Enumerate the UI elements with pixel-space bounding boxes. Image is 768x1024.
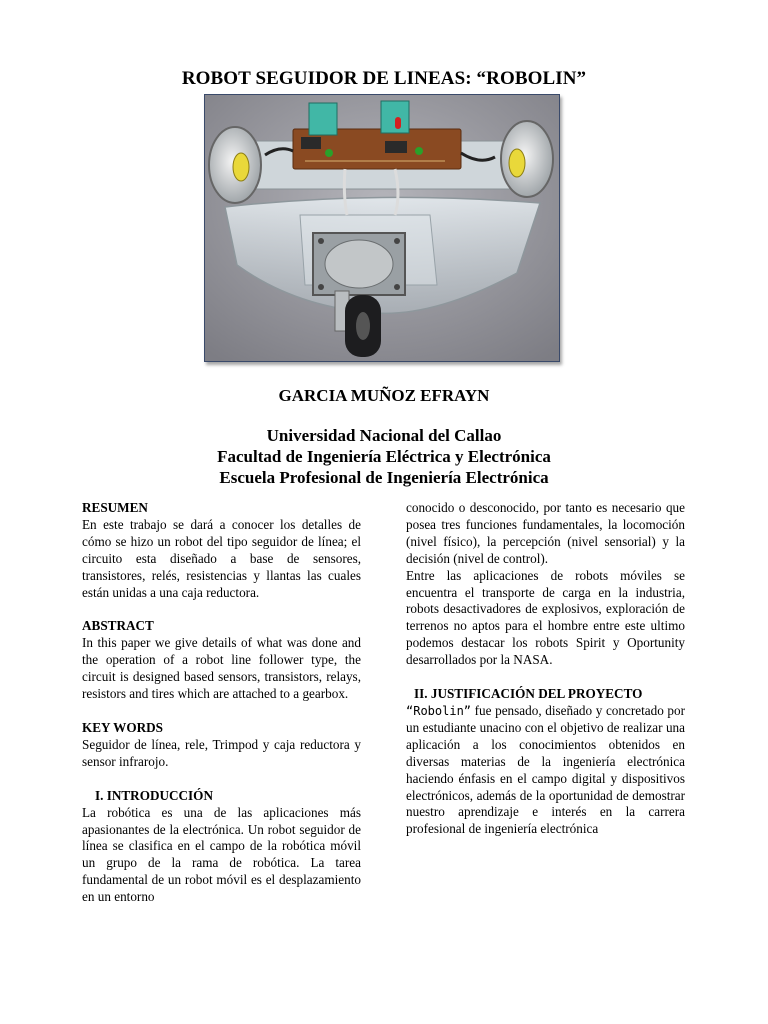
- justification-text: [406, 703, 685, 838]
- abstract-text: In this paper we give details of what was done and the operation of a robot line follower type, the circuit is designed based sensors, transistors, relays, resistors and tires which are attached to a gearbox.: [82, 635, 361, 702]
- resumen-heading: RESUMEN: [82, 500, 148, 515]
- introduction-text: La robótica es una de las aplicaciones más apasionantes de la electrónica. Un robot seguidor de línea se clasifica en el campo de la robótica móvil un grupo de la rama de robótica. La tarea fundamental de un robot móvil es el desplazamiento en un entorno: [82, 804, 361, 905]
- affiliation: [0, 425, 768, 488]
- robot-photo: [204, 94, 560, 362]
- abstract-heading: ABSTRACT: [82, 618, 154, 634]
- keywords-text: Seguidor de línea, rele, Trimpod y caja reductora y sensor infrarojo.: [82, 736, 361, 769]
- right-column: [406, 500, 685, 838]
- left-column: [82, 500, 361, 906]
- resumen-text: En este trabajo se dará a conocer los detalles de cómo se hizo un robot del tipo seguidor de línea; el circuito esta diseñado a base de sensores, transistores, relés, resistencias y llantas las cuales están unidas a una caja reductora.: [82, 516, 361, 600]
- affiliation-faculty: Facultad de Ingeniería Eléctrica y Electrónica: [217, 447, 551, 466]
- affiliation-school: Escuela Profesional de Ingeniería Electrónica: [219, 468, 549, 487]
- applications-text: Entre las aplicaciones de robots móviles se encuentra el transporte de carga en la industria, robots desactivadores de explosivos, exploración de terrenos no aptos para el hombre entre este ultimo podemos destacar los robots Spirit y Oportunity desarrollados por la NASA.: [406, 567, 685, 668]
- introduction-heading: I. INTRODUCCIÓN: [95, 787, 213, 803]
- robolin-name: “Robolin”: [406, 703, 472, 718]
- keywords-heading: KEY WORDS: [82, 719, 163, 735]
- paper-title: ROBOT SEGUIDOR DE LINEAS: “ROBOLIN”: [181, 68, 587, 89]
- author-name: GARCIA MUÑOZ EFRAYN: [278, 386, 490, 405]
- justification-heading: II. JUSTIFICACIÓN DEL PROYECTO: [414, 686, 643, 702]
- affiliation-university: Universidad Nacional del Callao: [266, 426, 502, 445]
- justification-body: fue pensado, diseñado y concretado por un estudiante unacino con el objetivo de realizar una aplicación a los conocimientos obtenidos en diversas materias de la ingeniería electrónica haciendo énfasis en el campo digital y dispositivos electrónicos, además de la oportunidad de demostrar nuestro aprendizaje e interés en la carrera profesional de ingeniería electrónica: [406, 702, 685, 837]
- introduction-continued-text: conocido o desconocido, por tanto es necesario que posea tres funciones fundamentales, la locomoción (nivel físico), la percepción (nivel sensorial) y la decisión (nivel de control).: [406, 500, 685, 566]
